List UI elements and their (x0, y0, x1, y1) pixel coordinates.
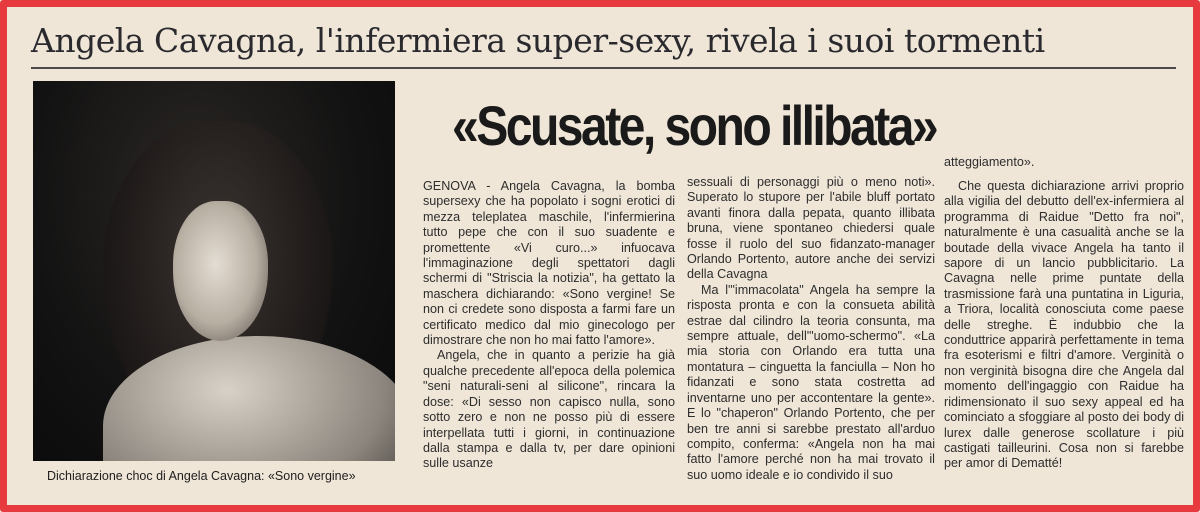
article-paragraph: sessuali di personaggi più o meno noti». Superato lo stupore per l'abile bluff portato avanti finora dalla pepata, quanto illibata bruna, viene spontaneo chiedersi quale fosse il ruolo del suo fidanzato-manager Orlando Portento, autore anche dei servizi della Cavagna (687, 175, 935, 282)
photo-caption: Dichiarazione choc di Angela Cavagna: «Sono vergine» (47, 469, 356, 483)
article-paragraph: Che questa dichiarazione arrivi proprio alla vigilia del debutto dell'ex-infermiera al programma di Raidue "Detto fra noi", naturalmente è una casualità anche se la boutade della vivace Angela ha tanto il sapore di un lancio pubblicitario. La Cavagna nelle prime puntate della trasmissione farà una puntatina in Liguria, a Triora, località conosciuta come paese delle streghe. È indubbio che la conduttrice apparirà perfettamente in tema fra esoterismi e filtri d'amore. Verginità o non verginità bisogna dire che Angela dal momento dell'ingaggio con Raidue ha ridimensionato il suo sexy appeal ed ha cominciato a sfoggiare al posto dei body di lurex dalle generose scollature i più castigati tailleurini. Cosa non si farebbe per amor di Dematté! (944, 179, 1184, 471)
article-column-1 (423, 179, 675, 472)
article-paragraph: GENOVA - Angela Cavagna, la bomba supersexy che ha popolato i sogni erotici di mezza teleplatea maschile, l'infermierina tutto pepe che con il suo suadente e promettente «Vi curo...» infuocava l'immaginazione degli spettatori dagli schermi di "Striscia la notizia", ha gettato la maschera dichiarando: «Sono vergine! Se non ci credete sono disposta a farmi fare un certificato medico dal mio ginecologo per dimostrare che non ho mai fatto l'amore». (423, 179, 675, 348)
article-photo (33, 81, 395, 461)
article-paragraph: Angela, che in quanto a perizie ha già qualche precedente all'epoca della polemica "seni naturali-seni al silicone", rincara la dose: «Di sesso non capisco nulla, sono sotto zero e non ne posso più di essere interpellata tutti i giorni, in continuazione dalla stampa e dalla tv, per dare opinioni sulle usanze (423, 348, 675, 471)
article-paragraph-carryover: atteggiamento». (944, 155, 1035, 169)
article-column-2 (687, 175, 935, 483)
article-column-3 (944, 155, 1184, 472)
photo-face-shape (173, 201, 268, 341)
kicker-headline: Angela Cavagna, l'infermiera super-sexy, rivela i suoi tormenti (31, 21, 1045, 60)
main-headline: «Scusate, sono illibata» (452, 94, 937, 157)
article-paragraph: Ma l'"immacolata" Angela ha sempre la risposta pronta e con la consueta abilità estrae dal cilindro la teoria consunta, ma sempre attuale, dell'"uomo-schermo". «La mia storia con Orlando era tutta una montatura – cinguetta la fanciulla – Non ho fidanzati e sono stata costretta ad inventarne uno per accontentare la gente». E lo "chaperon" Orlando Portento, che per ben tre anni si sarebbe prestato all'arduo compito, conferma: «Angela non ha mai fatto l'amore perché non ha mai trovato il suo uomo ideale e io condivido il suo (687, 282, 935, 482)
kicker-rule (31, 67, 1176, 69)
